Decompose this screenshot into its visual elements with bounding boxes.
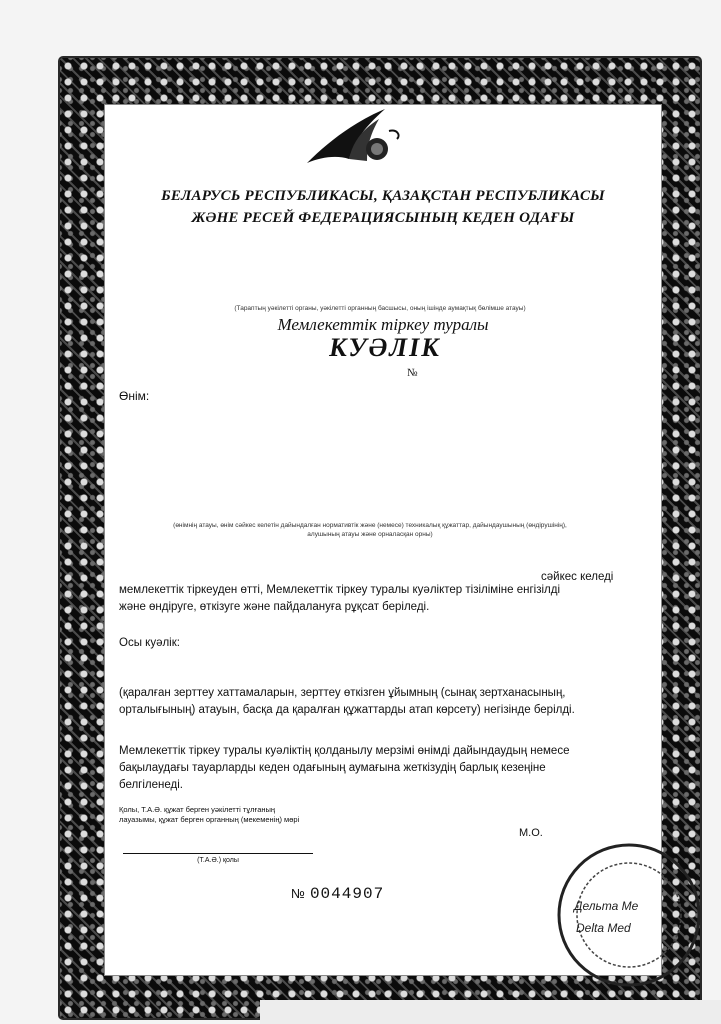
stamp-text-1: Дельта Ме	[574, 899, 639, 913]
basis-label: Осы куәлік:	[119, 637, 180, 649]
signature-line	[123, 853, 313, 854]
product-caption	[135, 521, 605, 539]
header-line-2: ЖӘНЕ РЕСЕЙ ФЕДЕРАЦИЯСЫНЫҢ КЕДЕН ОДАҒЫ	[191, 210, 575, 226]
serial-number-sign: №	[291, 886, 306, 901]
document-header	[145, 185, 621, 229]
product-caption-line-1: (өнімнің атауы, өнім сәйкес келетін дайындалған нормативтік және (немесе) техникалық құжаттар, дайындаушының (өндірушінің),	[173, 522, 567, 529]
scan-margin	[260, 1000, 721, 1024]
round-seal-stamp	[554, 840, 704, 990]
document-title: КУӘЛІК	[329, 333, 441, 362]
signature-caption: (Т.А.Ә.) қолы	[197, 857, 239, 864]
seal-label: М.О.	[519, 827, 543, 839]
product-label: Өнім:	[119, 389, 150, 403]
basis-paragraph: (қаралған зерттеу хаттамаларын, зерттеу өткізген ұйымның (сынақ зертханасының, орталығының) атауын, басқа да қаралған құжаттарды атап көрсету) негізінде берілді.	[119, 687, 575, 716]
document-subtitle: Мемлекеттік тіркеу туралы	[277, 315, 489, 334]
stamp-text-2: Delta Med	[576, 921, 631, 935]
validity-paragraph: Мемлекеттік тіркеу туралы куәліктің қолданылу мерзімі өнімді дайындаудың немесе бақылаудағы тауарларды кеден одағының аумағына жеткізудің барлық кезеңіне белгіленеді.	[119, 745, 570, 791]
conformity-text: сәйкес келеді	[541, 571, 614, 583]
header-line-1: БЕЛАРУСЬ РЕСПУБЛИКАСЫ, ҚАЗАҚСТАН РЕСПУБЛИКАСЫ	[161, 188, 605, 204]
product-caption-line-2: алушының атауы және орналасқан орны)	[307, 531, 433, 538]
signer-caption: Қолы, Т.А.Ә. құжат берген уәкілетті тұлғаның лауазымы, құжат берген органның (мекеменің) мөрі	[119, 805, 300, 824]
registration-paragraph: мемлекеттік тіркеуден өтті, Мемлекеттік тіркеу туралы куәліктер тізіліміне енгізілді және өндіруге, өткізуге және пайдалануға рұқсат беріледі.	[119, 584, 560, 613]
serial-number	[291, 885, 384, 903]
serial-number-value: 0044907	[309, 885, 385, 903]
authority-caption: (Тараптың уәкілетті органы, уәкілетті органның басшысы, оның ішінде аумақтық бөлімше атауы)	[234, 305, 526, 312]
customs-union-logo	[297, 105, 417, 177]
certificate-number-sign: №	[407, 367, 418, 379]
